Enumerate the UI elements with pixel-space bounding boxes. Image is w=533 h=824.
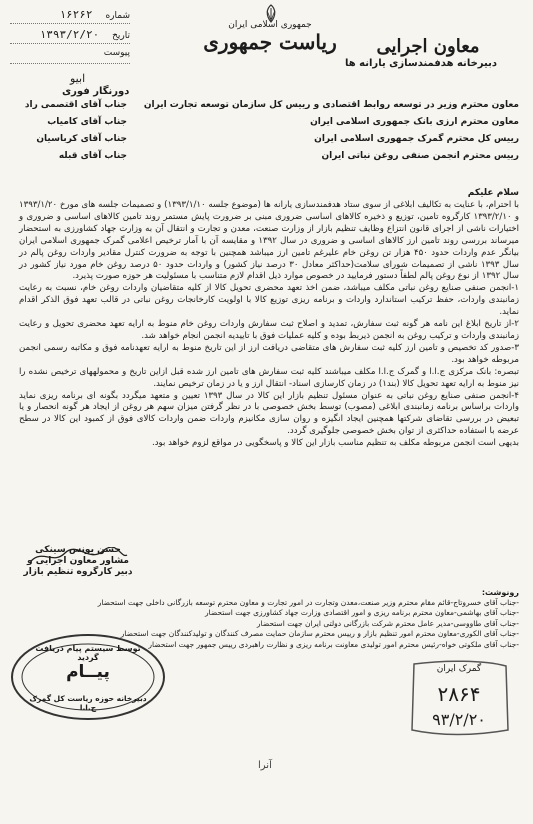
- date-value: ۱۳۹۳/۲/۲۰: [39, 28, 100, 41]
- office-title: ریاست جمهوری: [203, 30, 337, 54]
- body-paragraph: بدیهی است انجمن مربوطه مکلف به تنظیم مناسب بازار این کالا و پاسخگویی در مواقع لزوم خواهد بود.: [151, 438, 519, 449]
- stamp-line: توسط سیستم پیام دریافت گردید: [35, 644, 141, 662]
- date-label: تاریخ: [112, 31, 130, 41]
- recipient-desc: معاون محترم وزیر در توسعه روابط اقتصادی و رییس کل سازمان توسعه تجارت ایران: [143, 100, 519, 110]
- body-paragraph: با احترام، با عنایت به تکالیف ابلاغی از سوی ستاد هدفمندسازی یارانه ها (موضوع جلسه ۱۳۹۳/۱/۱۰) و تصمیمات جلسه های مورخ ۱۳۹۳/۱/۲۰ و ۱۳۹۳/۲/۱۰ کارگروه تامین، توزیع و ذخیره کالاهای اساسی ضروری مبنی بر ضرورت پایش مستمر روند تامین کالاهای اساسی و ضروری و اختیارات ناشی از اجرای قانون انتزاع وظایف تنظیم بازار از وزارت صنعت، معدن و تجارت و انتقال آن به وزارت جهاد کشاورزی به استحضار میرساند بررسی روند تامین ارز کالاهای اساسی و ضروری در سال ۱۳۹۲ و مقایسه آن با آمار ترخیص اعلامی گمرک جمهوری اسلامی ایران بیانگر عدم واردات حدود ۴۵۰ هزار تن روغن خام علیرغم تامین ارز میباشد همچنین با توجه به ضرورت کنترل مقادیر واردات روغن پالم در سال ۱۳۹۳ ناشی از تصمیمات شورای سلامت(حداکثر معادل ۳۰ درصد نیاز کشور) و واردات حدود ۵۰ درصد روغن خام مورد نیاز کشور در سال ۱۳۹۲ از نوع روغن پالم لطفاً دستور فرمایید در خصوص موارد ذیل اقدام لازم متناسب با مسئولیت هر حوزه صورت پذیرد.: [19, 200, 520, 282]
- secretariat-title: دبیرخانه هدفمندسازی یارانه ها: [345, 58, 497, 69]
- cc-item: -جناب آقای بهاشمی-معاون محترم برنامه ریزی و امور اقتصادی وزارت جهاد کشاورزی جهت استحضار: [205, 608, 519, 618]
- greeting: سلام علیکم: [467, 188, 519, 198]
- recipient-row: [19, 100, 519, 117]
- recipient-row: [19, 134, 519, 151]
- bottom-handwritten-mark: آنرا: [258, 760, 272, 771]
- date-field: [10, 28, 130, 44]
- letter-body: [19, 200, 519, 450]
- stamp-line: گمرک ایران: [436, 664, 482, 674]
- recipient-title: جناب آقای کامیاب: [47, 117, 127, 127]
- body-paragraph: ۱-انجمن صنفی صنایع روغن نباتی مکلف میباشد، ضمن اخذ تعهد محضری تحویل کالا از کلیه متقاضیان واردات روغن خام، نسبت به رعایت زمانبندی واردات، حفظ ترکیب استاندارد واردات و برنامه ریزی توزیع کالا با اولویت کارخانجات روغن نباتی در قالب تعهد فوق الذکر اقدام نماید.: [19, 283, 519, 318]
- recipient-row: [19, 151, 519, 168]
- recipient-desc: رییس کل محترم گمرک جمهوری اسلامی ایران: [314, 134, 519, 144]
- body-paragraph: ۴-انجمن صنفی صنایع روغن نباتی به عنوان مسئول تنظیم بازار این کالا در سال ۱۳۹۳ تعیین و متعهد میگردد بگونه ای برنامه ریزی نماید واردات براساس برنامه زمانبندی ابلاغی (مصوب) توسط بخش خصوصی با در نظر گرفتن میزان سهم هر روغن از ایجاد هر گونه انحصار و یا تبعیض در بررسی تقاضای شرکتها همچنین ایجاد انگیزه و روان سازی مکانیزم واردات ضمن واردات کالای فوق از کمبود این کالا در سطح عرضه با استفاده حداکثری از توان بخش خصوصی جلوگیری گردد.: [19, 390, 519, 437]
- customs-receipt-stamp: [404, 658, 514, 738]
- recipients-list: [19, 100, 519, 168]
- cc-title: رونوشت:: [481, 588, 519, 597]
- recipient-title: جناب آقای کرباسیان: [36, 134, 127, 144]
- recipient-desc: معاون محترم ارزی بانک جمهوری اسلامی ایران: [310, 117, 519, 127]
- body-paragraph: ۳-صدور کد تخصیص و تامین ارز کلیه ثبت سفارش های متقاضی دریافت ارز از این تاریخ منوط به ارایه تعهدنامه فوق و مکاتبه رسمی انجمن مربوطه خواهد بود.: [19, 342, 519, 365]
- number-field: [10, 8, 130, 24]
- cc-item: -جناب آقای الکوری-معاون محترم امور تنظیم بازار و رییس محترم سازمان حمایت مصرف کنندگان و تولیدکنندگان جهت استحضار: [120, 629, 519, 639]
- cc-item: -جناب آقای طاووسی-مدیر عامل محترم شرکت بازرگانی دولتی ایران جهت استحضار: [256, 618, 519, 628]
- body-paragraph: تبصره: بانک مرکزی ج.ا.ا و گمرک ج.ا.ا مکلف میباشند کلیه ثبت سفارش های تامین ارز شده قبل ازاین تاریخ و محمولههای ترخیص نشده را نیز منوط به ارایه تعهد تحویل کالا (بند۱) در زمان کارسازی اسناد- انتقال ارز و یا در زمان ترخیص نمایند.: [19, 366, 519, 389]
- cc-item: -جناب آقای ملکوتی خواه-رئیس محترم امور تولیدی معاونت برنامه ریزی و نظارت راهبردی رییس جمهور جهت استحضار: [148, 639, 519, 649]
- stamp-line: ۹۳/۲/۲۰: [432, 710, 486, 729]
- stamp-line: پیــام: [66, 662, 110, 682]
- body-paragraph: ۲-از تاریخ ابلاغ این نامه هر گونه ثبت سفارش، تمدید و اصلاح ثبت سفارش واردات روغن خام منوط به ارایه تعهد محضری تحویل و رعایت زمانبندی واردات و ترکیب روغن به انجمن ذیربط بوده و کلیه عملیات فوق با تاییدیه انجمن انجام خواهد شد.: [19, 319, 519, 341]
- number-label: شماره: [105, 11, 130, 21]
- handwritten-note: ابیو: [70, 72, 86, 85]
- signature-block: [23, 545, 133, 578]
- recipient-title: جناب آقای قبله: [58, 151, 127, 161]
- deputy-title: معاون اجرایی: [376, 36, 480, 57]
- signer-title: مشاور معاون اجرایی و: [27, 556, 129, 566]
- stamp-line: ۲۸۶۴: [437, 682, 481, 706]
- attachment-field: [10, 48, 130, 64]
- urgent-fax-note: دورنگار فوری: [62, 86, 130, 97]
- recipient-row: [19, 117, 519, 134]
- government-name: جمهوری اسلامی ایران: [228, 20, 312, 30]
- stamp-line: دبیرخانه حوزه ریاست کل گمرک ج.ا.ا: [29, 694, 147, 712]
- signer-title: دبیر کارگروه تنظیم بازار: [23, 567, 133, 577]
- received-stamp: [8, 632, 168, 722]
- recipient-desc: رییس محترم انجمن صنفی روغن نباتی ایران: [321, 151, 519, 161]
- number-value: ۱۶۲۶۲: [59, 8, 93, 21]
- signer-name: حسن یونس سینکی: [35, 545, 121, 555]
- attachment-label: پیوست: [103, 48, 130, 58]
- recipient-title: جناب آقای اقتصمی راد: [24, 100, 127, 110]
- cc-item: -جناب آقای خسروتاج-قائم مقام محترم وزیر صنعت،معدن وتجارت در امور تجارت و معاون محترم توسعه بازرگانی داخلی جهت استحضار: [97, 598, 519, 607]
- signature-scribble-icon: [23, 547, 133, 567]
